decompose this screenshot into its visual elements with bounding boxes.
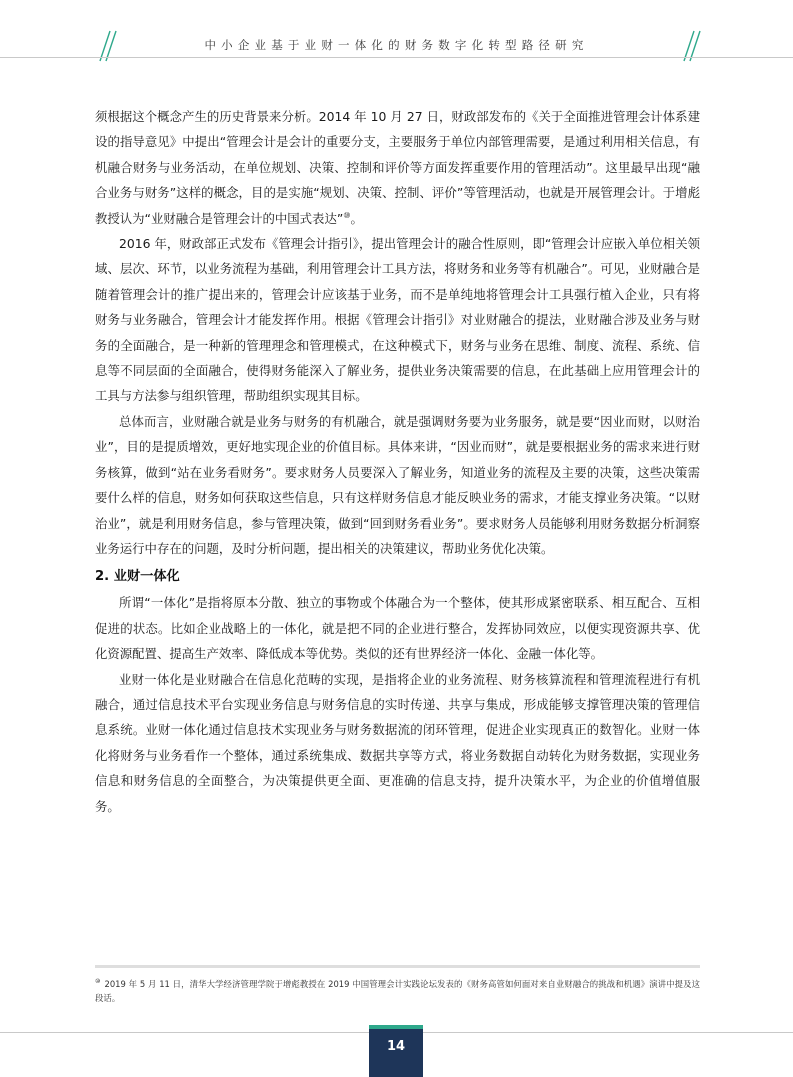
- section-heading: 2. 业财一体化: [95, 569, 180, 585]
- paragraph-1-end: 。: [350, 210, 363, 226]
- running-header-title: 中小企业基于业财一体化的财务数字化转型路径研究: [204, 38, 589, 52]
- paragraph-1: [95, 104, 700, 231]
- header-divider: [0, 57, 793, 58]
- page-number-accent-bar: [369, 1025, 423, 1029]
- footnote-text: 2019 年 5 月 11 日，清华大学经济管理学院于增彪教授在 2019 中国管理会计实践论坛发表的《财务高管如何面对来自业财融合的挑战和机遇》演讲中提及这段话。: [95, 978, 700, 1003]
- paragraph-1-text: 须根据这个概念产生的历史背景来分析。2014 年 10 月 27 日，财政部发布的《关于全面推进管理会计体系建设的指导意见》中提出“管理会计是会计的重要分支，主要服务于单位内部管理需要，是通过利用相关信息，有机融合财务与业务活动，在单位规划、决策、控制和评价等方面发挥重要作用的管理活动”。这里最早出现“融合业务与财务”这样的概念，目的是实施“规划、决策、控制、评价”等管理活动，也就是开展管理会计。于增彪教授认为“业财融合是管理会计的中国式表达”: [95, 109, 700, 226]
- footnote: [95, 975, 700, 1005]
- page-body: [95, 104, 700, 819]
- footnote-reference[interactable]: ⑩: [343, 210, 351, 220]
- page-number: 14: [386, 1039, 406, 1054]
- footnote-mark: ⑩: [95, 978, 101, 985]
- paragraph-4: 所谓“一体化”是指将原本分散、独立的事物或个体融合为一个整体，使其形成紧密联系、相互配合、互相促进的状态。比如企业战略上的一体化，就是把不同的企业进行整合，发挥协同效应，以便实现资源共享、优化资源配置、提高生产效率、降低成本等优势。类似的还有世界经济一体化、金融一体化等。: [95, 595, 700, 662]
- paragraph-2: 2016 年，财政部正式发布《管理会计指引》，提出管理会计的融合性原则，即“管理会计应嵌入单位相关领域、层次、环节，以业务流程为基础，利用管理会计工具方法，将财务和业务等有机融合”。可见，业财融合是随着管理会计的推广提出来的，管理会计应该基于业务，而不是单纯地将管理会计工具强行植入企业，只有将财务与业务融合，管理会计才能发挥作用。根据《管理会计指引》对业财融合的提法，业财融合涉及业务与财务的全面融合，是一种新的管理理念和管理模式，在这种模式下，财务与业务在思维、制度、流程、系统、信息等不同层面的全面融合，使得财务能深入了解业务，提供业务决策需要的信息，在此基础上应用管理会计的工具与方法参与组织管理，帮助组织实现其目标。: [95, 236, 700, 404]
- paragraph-5: 业财一体化是业财融合在信息化范畴的实现，是指将企业的业务流程、财务核算流程和管理流程进行有机融合，通过信息技术平台实现业务信息与财务信息的实时传递、共享与集成，形成能够支撑管理决策的管理信息系统。业财一体化通过信息技术实现业务与财务数据流的闭环管理，促进企业实现真正的数智化。业财一体化将财务与业务看作一个整体，通过系统集成、数据共享等方式，将业务数据自动转化为财务数据，实现业务信息和财务信息的全面整合，为决策提供更全面、更准确的信息支持，提升决策水平，为企业的价值增值服务。: [95, 671, 700, 814]
- paragraph-3: 总体而言，业财融合就是业务与财务的有机融合，就是强调财务要为业务服务，就是要“因业而财，以财治业”，目的是提质增效，更好地实现企业的价值目标。具体来讲，“因业而财”，就是要根据业务的需求来进行财务核算，做到“站在业务看财务”。要求财务人员要深入了解业务，知道业务的流程及主要的决策，这些决策需要什么样的信息，财务如何获取这些信息，只有这样财务信息才能反映业务的需求，才能支撑业务决策。“以财治业”，就是利用财务信息，参与管理决策，做到“回到财务看业务”。要求财务人员能够利用财务数据分析洞察业务运行中存在的问题，及时分析问题，提出相关的决策建议，帮助业务优化决策。: [95, 413, 700, 556]
- footnote-divider: [95, 965, 700, 968]
- page-number-box: [369, 1025, 423, 1077]
